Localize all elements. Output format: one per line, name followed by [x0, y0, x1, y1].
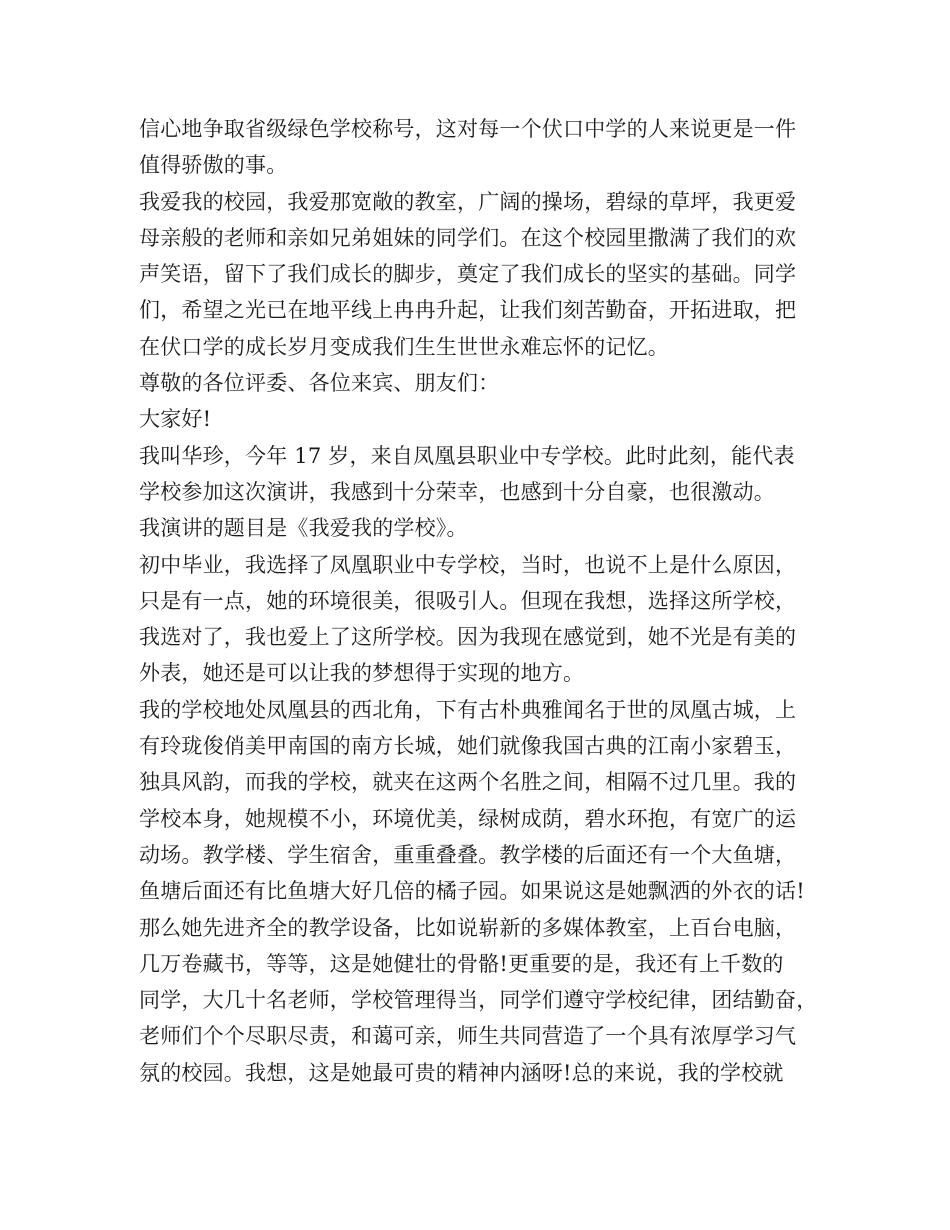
text-line: 声笑语，留下了我们成长的脚步，奠定了我们成长的坚实的基础。同学 — [139, 262, 797, 287]
text-line: 同学，大几十名老师，学校管理得当，同学们遵守学校纪律，团结勤奋， — [139, 988, 818, 1013]
text-line: 动场。教学楼、学生宿舍，重重叠叠。教学楼的后面还有一个大鱼塘， — [139, 842, 797, 867]
document-body — [139, 111, 829, 1091]
text-line: 我演讲的题目是《我爱我的学校》。 — [139, 516, 468, 541]
text-line: 尊敬的各位评委、各位来宾、朋友们： — [139, 371, 500, 396]
text-line: 学校参加这次演讲，我感到十分荣幸，也感到十分自豪，也很激动。 — [139, 479, 775, 504]
text-line: 鱼塘后面还有比鱼塘大好几倍的橘子园。如果说这是她飘洒的外衣的话! — [139, 879, 805, 904]
text-line: 我选对了，我也爱上了这所学校。因为我现在感觉到，她不光是有美的 — [139, 625, 797, 650]
text-line: 在伏口学的成长岁月变成我们生生世世永难忘怀的记忆。 — [139, 334, 669, 359]
text-line: 信心地争取省级绿色学校称号，这对每一个伏口中学的人来说更是一件 — [139, 117, 797, 141]
text-line: 我叫华珍，今年 17 岁，来自凤凰县职业中专学校。此时此刻，能代表 — [139, 443, 795, 468]
text-line: 老师们个个尽职尽责，和蔼可亲，师生共同营造了一个具有浓厚学习气 — [139, 1024, 797, 1049]
text-line: 初中毕业，我选择了凤凰职业中专学校，当时，也说不上是什么原因， — [139, 552, 797, 577]
text-line: 只是有一点，她的环境很美，很吸引人。但现在我想，选择这所学校， — [139, 588, 797, 613]
text-line: 独具风韵，而我的学校，就夹在这两个名胜之间，相隔不过几里。我的 — [139, 770, 797, 795]
text-line: 氛的校园。我想，这是她最可贵的精神内涵呀!总的来说，我的学校就 — [139, 1060, 784, 1085]
text-line: 大家好! — [139, 407, 212, 432]
text-line: 我的学校地处凤凰县的西北角，下有古朴典雅闻名于世的凤凰古城，上 — [139, 697, 797, 722]
text-line: 们，希望之光已在地平线上冉冉升起，让我们刻苦勤奋，开拓进取，把 — [139, 298, 797, 323]
text-line: 母亲般的老师和亲如兄弟姐妹的同学们。在这个校园里撒满了我们的欢 — [139, 225, 797, 250]
text-line: 几万卷藏书，等等，这是她健壮的骨骼!更重要的是，我还有上千数的 — [139, 951, 784, 976]
text-line: 有玲珑俊俏美甲南国的南方长城，她们就像我国古典的江南小家碧玉， — [139, 734, 797, 759]
text-line: 外表，她还是可以让我的梦想得于实现的地方。 — [139, 661, 585, 686]
text-line: 学校本身，她规模不小，环境优美，绿树成荫，碧水环抱，有宽广的运 — [139, 806, 797, 831]
text-line: 值得骄傲的事。 — [139, 153, 288, 178]
text-line: 我爱我的校园，我爱那宽敞的教室，广阔的操场，碧绿的草坪，我更爱 — [139, 189, 797, 214]
text-line: 那么她先进齐全的教学设备，比如说崭新的多媒体教室，上百台电脑， — [139, 915, 797, 940]
